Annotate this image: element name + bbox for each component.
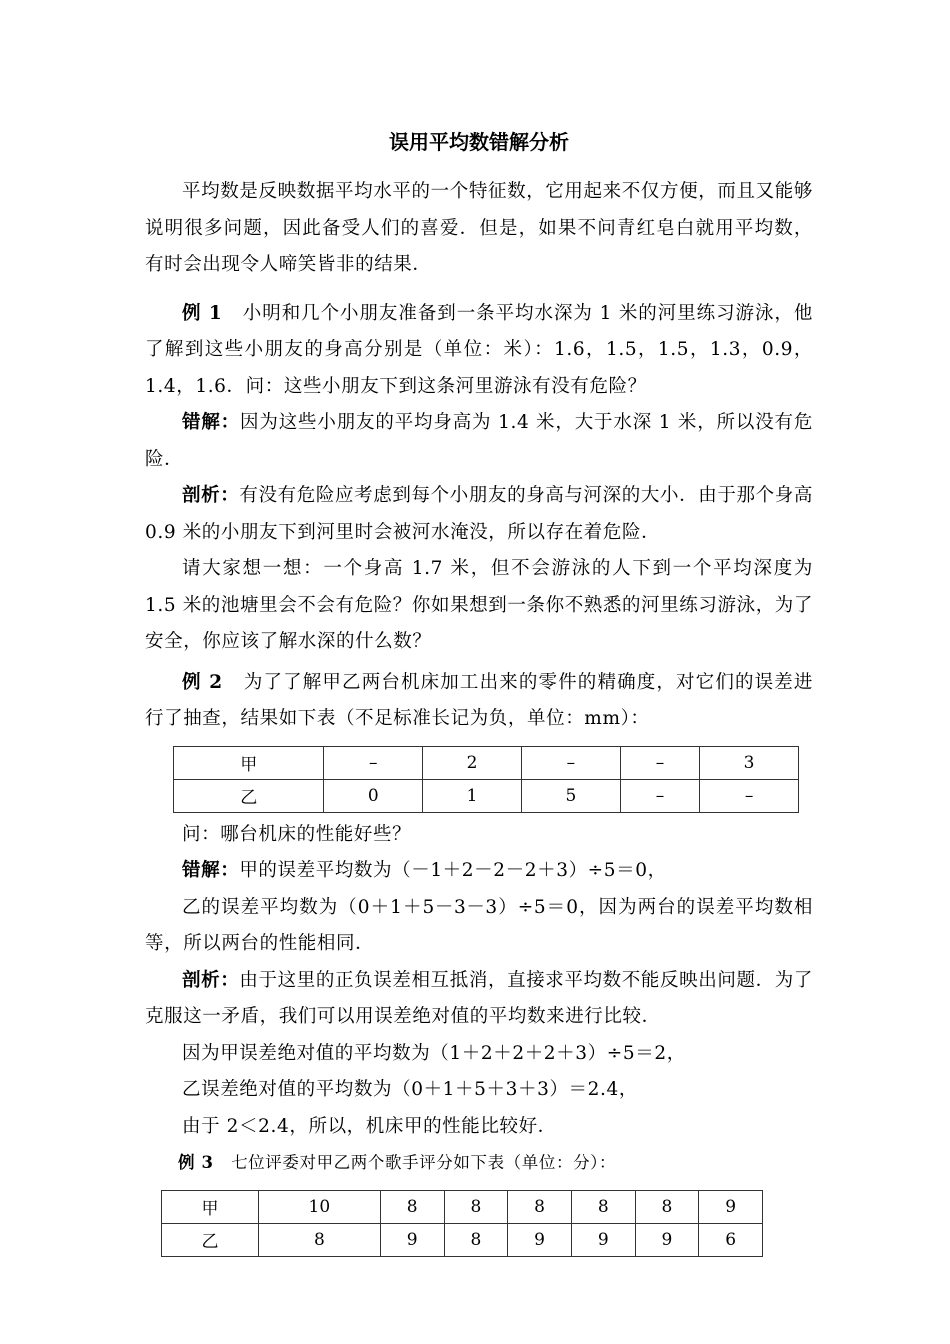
table-cell: 乙	[174, 779, 324, 812]
table-cell: 8	[508, 1190, 572, 1223]
calc-line-1: 因为甲误差绝对值的平均数为（1＋2＋2＋2＋3）÷5＝2，	[182, 1042, 686, 1064]
example-2	[145, 665, 813, 738]
analysis-text: 由于这里的正负误差相互抵消，直接求平均数不能反映出问题．为了克服这一矛盾，我们可以用误差绝对值的平均数来进行比较．	[145, 969, 813, 1027]
singer-score-table	[161, 1190, 763, 1257]
table-cell: 9	[571, 1223, 635, 1256]
analysis-label: 剖析：	[182, 485, 240, 506]
analysis-2	[145, 963, 813, 1036]
table-row	[174, 779, 799, 812]
machine-error-table	[173, 746, 799, 813]
example-text: 为了了解甲乙两台机床加工出来的零件的精确度，对它们的误差进行了抽查，结果如下表（不足标准长记为负，单位：mm）：	[145, 671, 814, 729]
example-label: 例 2	[182, 671, 223, 693]
table-cell: 10	[258, 1190, 380, 1223]
table-row	[162, 1190, 763, 1223]
example-text: 小明和几个小朋友准备到一条平均水深为 1 米的河里练习游泳，他了解到这些小朋友的身高分别是（单位：米）：1.6，1.5，1.5，1.3，0.9，1.4，1.6．问：这些小朋友下到这条河里游泳有没有危险？	[145, 302, 813, 397]
question-2: 问：哪台机床的性能好些？	[182, 823, 412, 845]
calc-line-2: 乙误差绝对值的平均数为（0＋1＋5＋3＋3）＝2.4，	[182, 1079, 638, 1100]
table-cell: 3	[700, 746, 799, 779]
example-label: 例 3	[178, 1153, 214, 1172]
wrong-label: 错解：	[182, 412, 241, 433]
wrong-label: 错解：	[182, 860, 240, 881]
table-cell: 8	[444, 1223, 508, 1256]
table-cell: 甲	[174, 746, 324, 779]
table-cell: 1	[423, 779, 522, 812]
think-paragraph: 请大家想一想：一个身高 1.7 米，但不会游泳的人下到一个平均深度为 1.5 米的池塘里会不会有危险？你如果想到一条你不熟悉的河里练习游泳，为了安全，你应该了解水深的什么数？	[145, 558, 814, 652]
table-cell: 8	[635, 1190, 699, 1223]
table-row	[174, 746, 799, 779]
table-cell: 9	[635, 1223, 699, 1256]
wrong-text: 因为这些小朋友的平均身高为 1.4 米，大于水深 1 米，所以没有危险．	[145, 412, 813, 470]
example-label: 例 1	[182, 302, 223, 324]
example-text: 七位评委对甲乙两个歌手评分如下表（单位：分）：	[231, 1153, 617, 1172]
table-cell: 9	[508, 1223, 572, 1256]
table-cell: 乙	[162, 1223, 259, 1256]
table-cell: 8	[380, 1190, 444, 1223]
wrong-solution-1	[145, 405, 813, 478]
table-row	[162, 1223, 763, 1256]
table-cell: 8	[258, 1223, 380, 1256]
table-cell: 9	[699, 1190, 763, 1223]
table-cell: –	[620, 746, 699, 779]
wrong-text: 甲的误差平均数为（－1＋2－2－2＋3）÷5＝0，	[239, 860, 667, 881]
table-cell: 5	[522, 779, 621, 812]
table-cell: –	[700, 779, 799, 812]
document-title: 误用平均数错解分析	[389, 130, 569, 154]
table-cell: 8	[444, 1190, 508, 1223]
intro-paragraph: 平均数是反映数据平均水平的一个特征数，它用起来不仅方便，而且又能够说明很多问题，因此备受人们的喜爱．但是，如果不问青红皂白就用平均数，有时会出现令人啼笑皆非的结果．	[145, 181, 813, 275]
table-cell: 9	[380, 1223, 444, 1256]
table-cell: –	[522, 746, 621, 779]
table-cell: 2	[423, 746, 522, 779]
example-1	[145, 296, 813, 406]
analysis-text: 有没有危险应考虑到每个小朋友的身高与河深的大小．由于那个身高 0.9 米的小朋友下到河里时会被河水淹没，所以存在着危险．	[145, 485, 813, 543]
table-cell: 0	[324, 779, 423, 812]
example-3	[145, 1145, 813, 1182]
table-cell: 8	[571, 1190, 635, 1223]
table-cell: 6	[699, 1223, 763, 1256]
calc-line-3: 由于 2＜2.4，所以，机床甲的性能比较好．	[182, 1115, 557, 1137]
table-cell: –	[620, 779, 699, 812]
table-cell: –	[324, 746, 423, 779]
analysis-label: 剖析：	[182, 969, 240, 991]
analysis-1	[145, 478, 813, 551]
wrong-solution-2	[145, 853, 813, 890]
wrong-solution-2-cont: 乙的误差平均数为（0＋1＋5－3－3）÷5＝0，因为两台的误差平均数相等，所以两台的性能相同．	[145, 896, 813, 954]
table-cell: 甲	[162, 1190, 259, 1223]
document-page	[145, 124, 813, 1257]
